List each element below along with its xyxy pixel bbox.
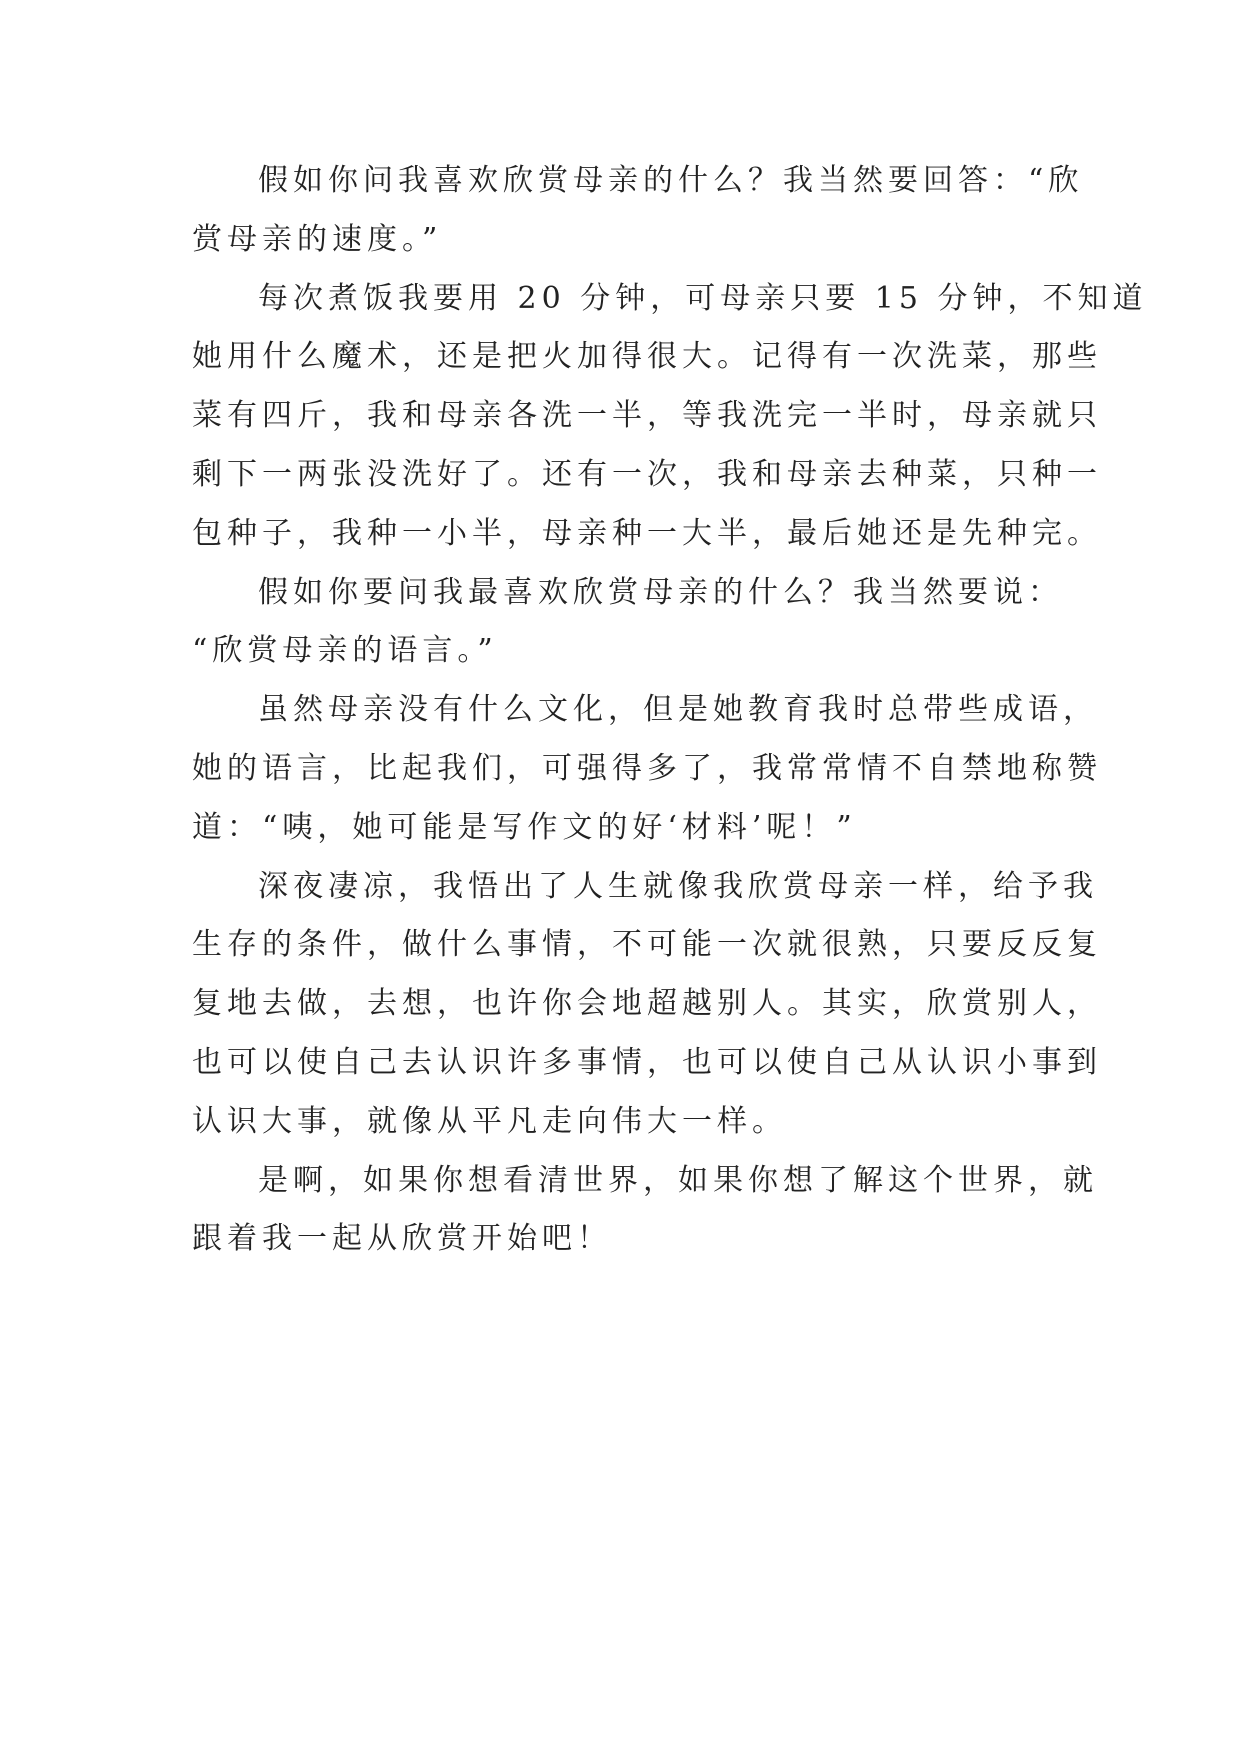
text-line: 是啊，如果你想看清世界，如果你想了解这个世界，就 xyxy=(258,1162,1098,1198)
text-line: 包种子，我种一小半，母亲种一大半，最后她还是先种完。 xyxy=(192,515,1102,551)
text-line: 假如你要问我最喜欢欣赏母亲的什么？我当然要说： xyxy=(258,574,1063,610)
text-line: 她的语言，比起我们，可强得多了，我常常情不自禁地称赞 xyxy=(192,750,1102,786)
text-line: 赏母亲的速度。” xyxy=(192,221,443,257)
essay-body xyxy=(192,152,1148,1269)
text-line: 剩下一两张没洗好了。还有一次，我和母亲去种菜，只种一 xyxy=(192,456,1102,492)
text-line: 生存的条件，做什么事情，不可能一次就很熟，只要反反复 xyxy=(192,927,1102,963)
text-line: 认识大事，就像从平凡走向伟大一样。 xyxy=(192,1103,787,1139)
text-line: 也可以使自己去认识许多事情，也可以使自己从认识小事到 xyxy=(192,1044,1102,1080)
text-line: 假如你问我喜欢欣赏母亲的什么？我当然要回答：“欣 xyxy=(258,163,1084,198)
text-line: 每次煮饭我要用 20 分钟，可母亲只要 15 分钟，不知道 xyxy=(258,280,1148,316)
text-line: 道：“咦，她可能是写作文的好‘材料’呢！” xyxy=(192,809,857,845)
text-line: 虽然母亲没有什么文化，但是她教育我时总带些成语， xyxy=(258,692,1098,728)
text-line: 菜有四斤，我和母亲各洗一半，等我洗完一半时，母亲就只 xyxy=(192,398,1102,434)
text-line: 跟着我一起从欣赏开始吧！ xyxy=(192,1221,612,1257)
text-line: 她用什么魔术，还是把火加得很大。记得有一次洗菜，那些 xyxy=(192,339,1102,375)
text-line: “欣赏母亲的语言。” xyxy=(192,633,498,669)
text-line: 复地去做，去想，也许你会地超越别人。其实，欣赏别人， xyxy=(192,986,1102,1022)
text-line: 深夜凄凉，我悟出了人生就像我欣赏母亲一样，给予我 xyxy=(258,868,1098,904)
